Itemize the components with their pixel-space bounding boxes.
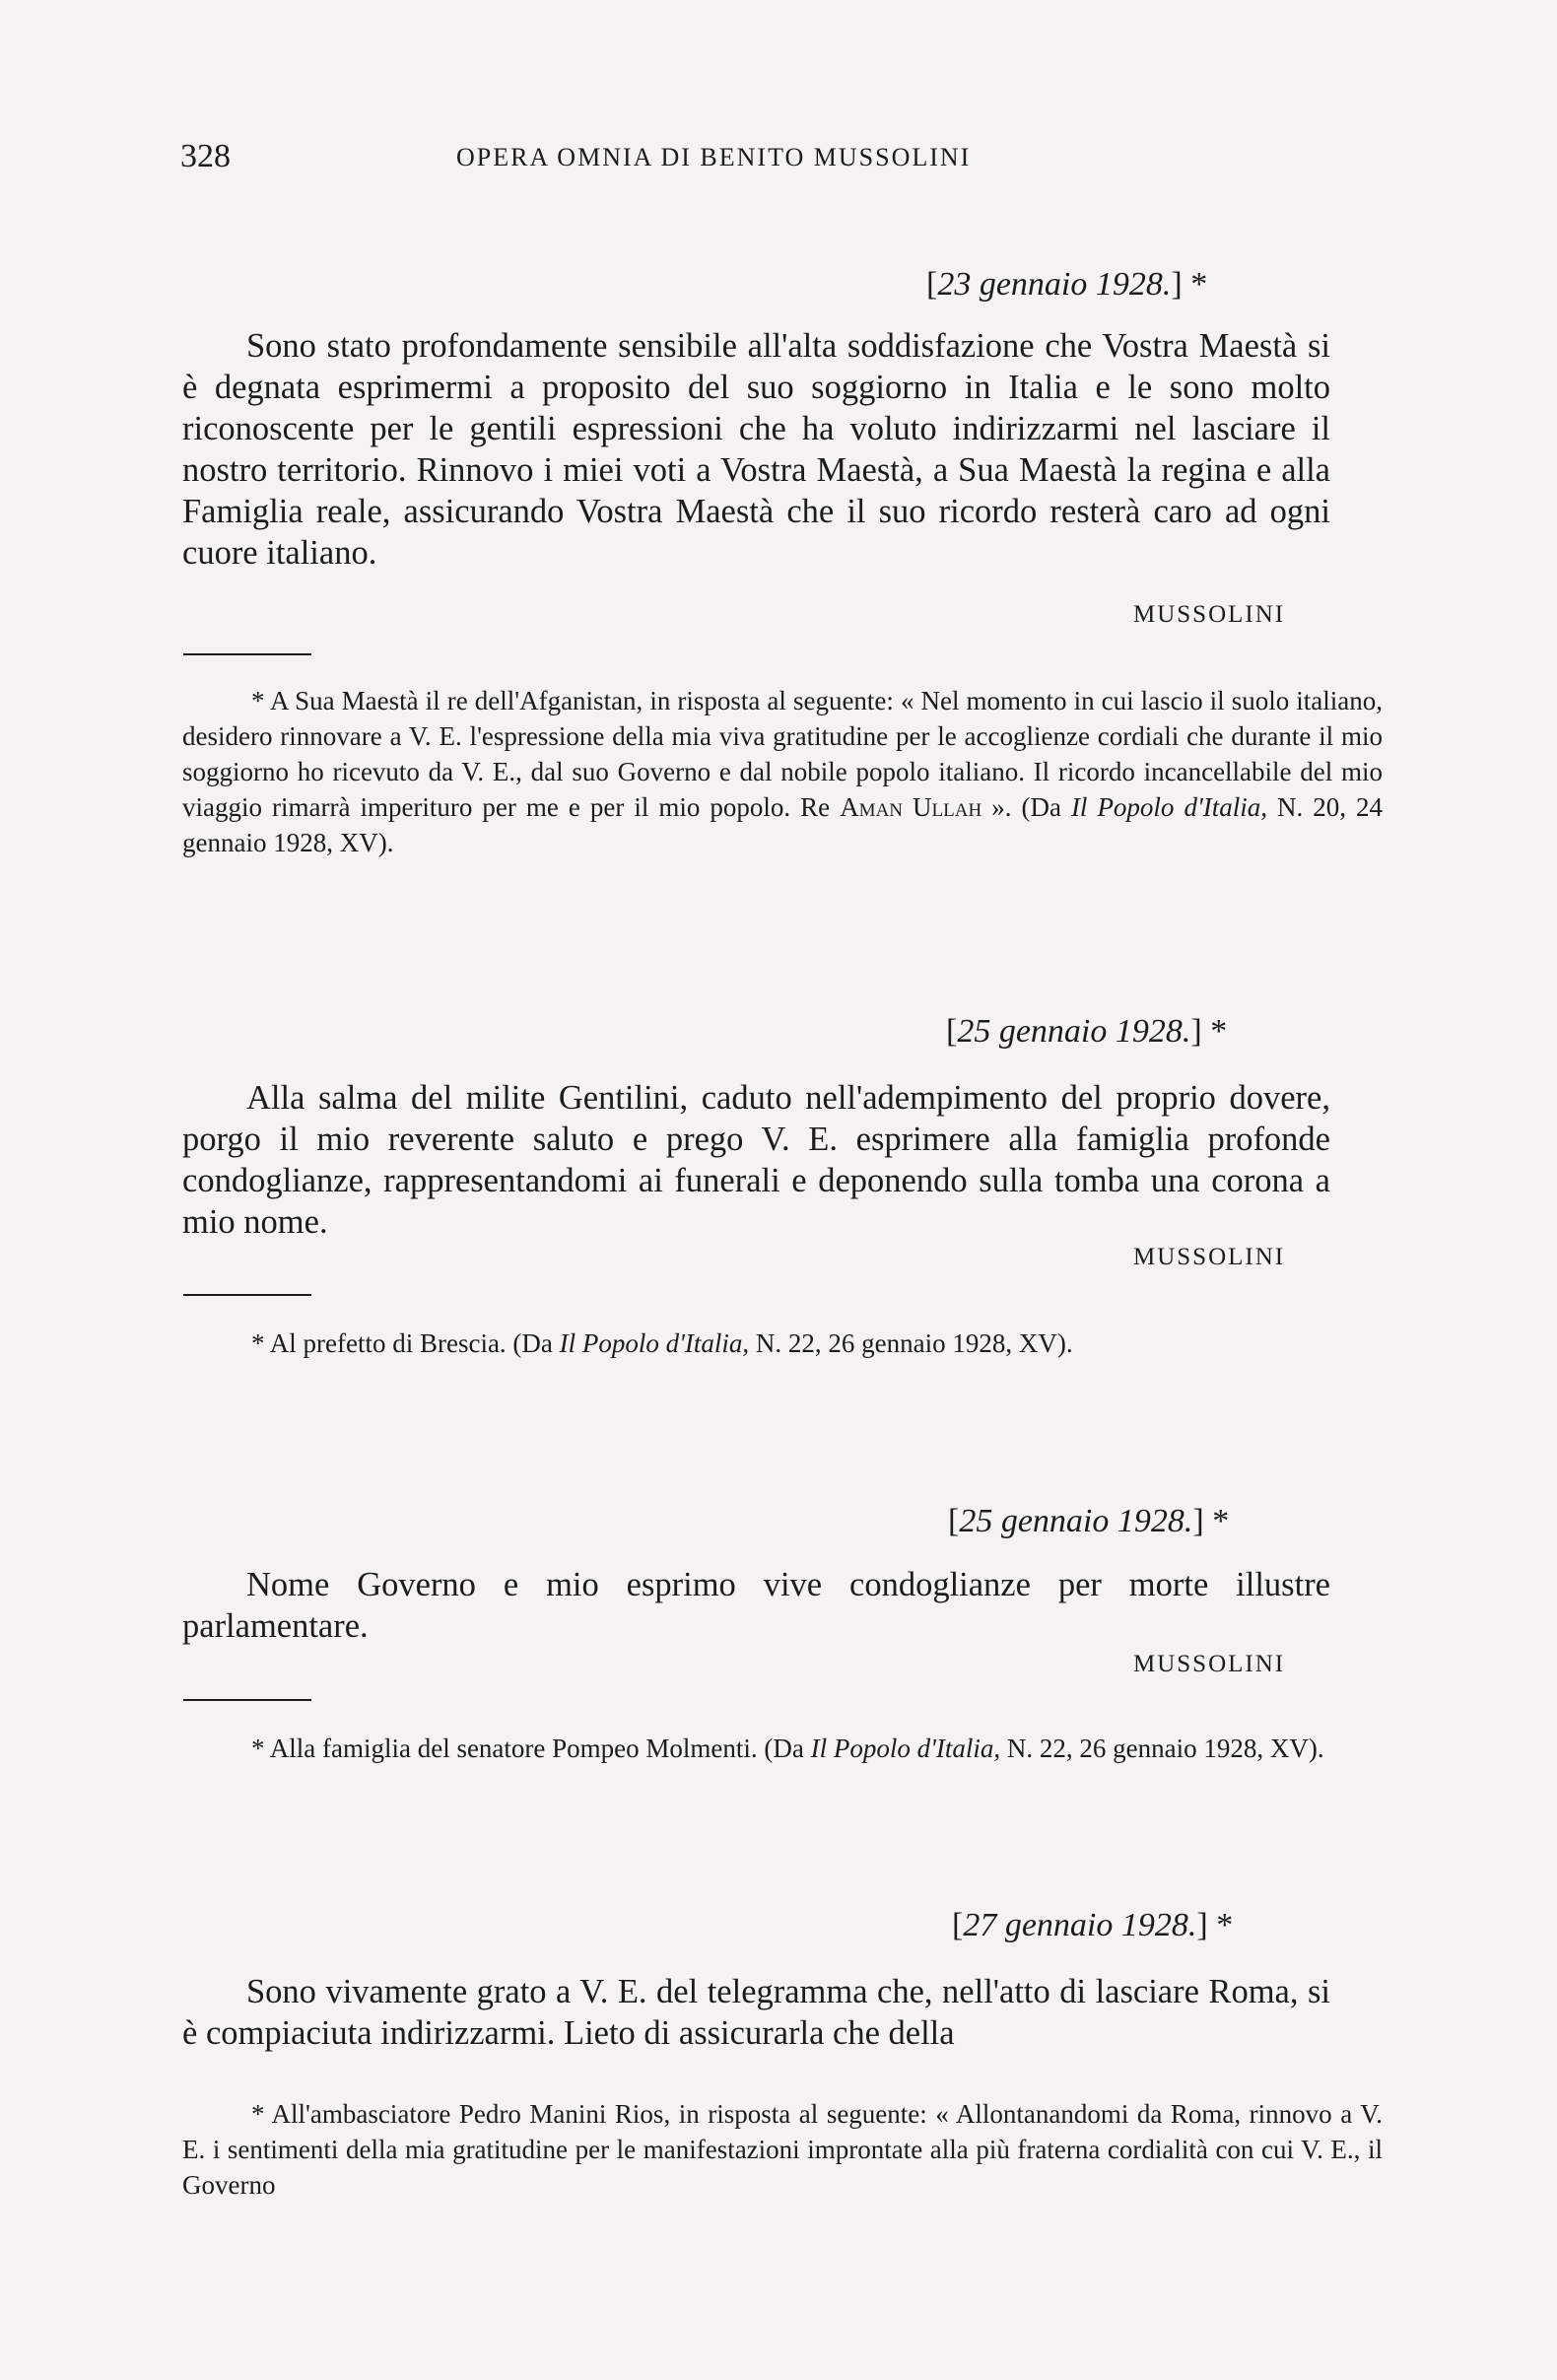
page-number: 328 bbox=[180, 138, 231, 174]
entry-date: [25 gennaio 1928.] * bbox=[948, 1503, 1230, 1539]
running-title: OPERA OMNIA DI BENITO MUSSOLINI bbox=[456, 143, 972, 171]
footnote: * Al prefetto di Brescia. (Da Il Popolo d'Italia, N. 22, 26 gennaio 1928, XV). bbox=[251, 1328, 1073, 1358]
letter-text: Sono vivamente grato a V. E. del telegramma che, nell'atto di lasciare Roma, si è compiaciuta indirizzarmi. Lieto di assicurarla che della bbox=[182, 1973, 1330, 2052]
entry-date: [23 gennaio 1928.] * bbox=[926, 266, 1208, 303]
letter-text: Sono stato profondamente sensibile all'alta soddisfazione che Vostra Maestà si è degnata esprimermi a proposito del suo soggiorno in Italia e le sono molto riconoscente per le gentili espressioni che ha voluto indirizzarmi nel lasciare il nostro territorio. Rinnovo i miei voti a Vostra Maestà, a Sua Maestà la regina e alla Famiglia reale, assicurando Vostra Maestà che il suo ricordo resterà caro ad ogni cuore italiano. bbox=[182, 327, 1330, 572]
letter-text: Alla salma del milite Gentilini, caduto nell'adempimento del proprio dovere, porgo il mio reverente saluto e prego V. E. esprimere alla famiglia profonde condoglianze, rappresentandomi ai funerali e deponendo sulla tomba una corona a mio nome. bbox=[182, 1079, 1330, 1241]
footnote-rule bbox=[183, 1699, 311, 1701]
signature: MUSSOLINI bbox=[1133, 1651, 1286, 1677]
footnote: * All'ambasciatore Pedro Manini Rios, in risposta al seguente: « Allontanandomi da Roma, rinnovo a V. E. i sentimenti della mia gratitudine per le manifestazioni improntate alla più fraterna cordialità con cui V. E., il Governo bbox=[182, 2099, 1383, 2200]
footnote: * Alla famiglia del senatore Pompeo Molmenti. (Da Il Popolo d'Italia, N. 22, 26 gennaio 1928, XV). bbox=[251, 1734, 1324, 1763]
footnote-rule bbox=[183, 1294, 311, 1296]
letter-text: Nome Governo e mio esprimo vive condoglianze per morte illustre parlamentare. bbox=[182, 1566, 1330, 1645]
entry-date: [25 gennaio 1928.] * bbox=[946, 1013, 1228, 1050]
signature: MUSSOLINI bbox=[1133, 601, 1286, 628]
footnote-rule bbox=[183, 653, 311, 655]
entry-date: [27 gennaio 1928.] * bbox=[952, 1907, 1234, 1943]
footnote: * A Sua Maestà il re dell'Afganistan, in risposta al seguente: « Nel momento in cui lascio il suolo italiano, desidero rinnovare a V. E. l'espressione della mia viva gratitudine per le accoglienze cordiali che durante il mio soggiorno ho ricevuto da V. E., dal suo Governo e dal nobile popolo italiano. Il ricordo incancellabile del mio viaggio rimarrà imperituro per me e per il mio popolo. Re Aman Ullah ». (Da Il Popolo d'Italia, N. 20, 24 gennaio 1928, XV). bbox=[182, 686, 1383, 857]
signature: MUSSOLINI bbox=[1133, 1244, 1286, 1270]
